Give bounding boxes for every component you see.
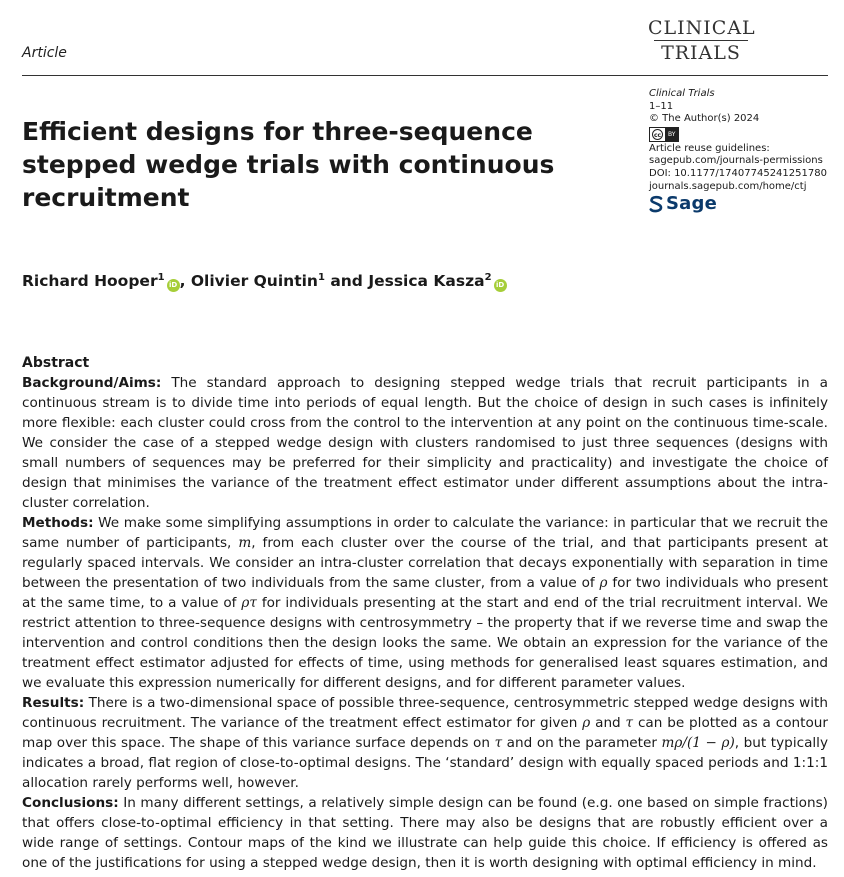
background-label: Background/Aims: [22,375,162,391]
abstract-conclusions [22,793,828,873]
journal-logo [648,17,754,64]
meta-pages: 1–11 [649,100,674,112]
cc-by-label: BY [665,128,678,141]
meta-doi[interactable]: DOI: 10.1177/17407745241251780 [649,167,827,179]
author-2-name: Olivier Quintin [190,272,318,290]
conclusions-text: In many different settings, a relatively simple design can be found (e.g. one based on simple fractions) that offers close-to-optimal efficiency in that setting. There may also be designs that are robustly efficient over a wide range of settings. Contour maps of the kind we illustrate can help guide this choice. If efficiency is offered as one of the justifications for using a stepped wedge design, then it is worth designing with optimal efficiency in mind. [22,795,828,871]
meta-reuse-link[interactable]: sagepub.com/journals-permissions [649,155,823,167]
author-1-affil: 1 [157,272,165,283]
methods-text-1: We make some simplifying assumptions in order to calculate the variance: in particular that we recruit the same number of participants, [22,515,828,551]
methods-text-2: , from each cluster over the course of the trial, and that participants present at regularly spaced intervals. We consider an intra-cluster correlation that decays exponentially with separation in time between the presentation of two individuals from the same cluster, from a value of [22,535,828,591]
results-text-1: There is a two-dimensional space of possible three-sequence, centrosymmetric stepped wedge designs with continuous recruitment. The variance of the treatment effect estimator for given [22,695,828,731]
journal-logo-line1: CLINICAL [648,17,756,39]
meta-journal-link[interactable]: journals.sagepub.com/home/ctj [649,180,807,192]
publisher-name: Sage [666,192,718,214]
meta-journal-name: Clinical Trials [649,88,715,99]
abstract-section [22,353,828,873]
author-2-affil: 1 [317,272,325,283]
article-title: Efficient designs for three-sequence stepped wedge trials with continuous recruitment [22,117,555,212]
cc-by-license-icon[interactable] [649,127,679,142]
math-rho: ρ [582,715,591,731]
methods-text-4: for individuals presenting at the start and end of the trial recruitment interval. We restrict attention to three-sequence designs with centrosymmetry – the property that if we reverse time and swap the intervention and control conditions then the design looks the same. We obtain an expression for the variance of the treatment effect estimator adjusted for effects of time, using methods for generalised least squares estimation, and we evaluate this expression numerically for different designs, and for different parameter values. [22,595,829,691]
math-rho-tau: ρτ [241,595,257,611]
author-3-affil: 2 [484,272,492,283]
author-separator: and [324,272,369,290]
conclusions-label: Conclusions: [22,795,119,811]
results-text-4: , but typically indicates a broad, flat region of close-to-optimal designs. The ‘standard’ design with equally spaced periods and 1:1:1 allocation rarely performs well, however. [22,735,828,791]
meta-reuse-label: Article reuse guidelines: [649,142,770,154]
article-type-label: Article [22,45,67,61]
publisher-logo [649,192,839,214]
results-text-2: can be plotted as a contour map over this space. The shape of this variance surface depends on [22,715,828,751]
background-text: The standard approach to designing stepped wedge trials that recruit participants in a continuous stream is to divide time into periods of equal length. But the choice of design in such cases is infinitely more flexible: each cluster could cross from the control to the intervention at any point on the continuous time-scale. We consider the case of a stepped wedge design with clusters randomised to just three sequences (designs with small numbers of sequences may be preferred for their simplicity and practicality) and investigate the choice of design that minimises the variance of the treatment effect estimator under different assumptions about the intra-cluster correlation. [22,375,829,511]
math-m: m [238,535,252,551]
abstract-results [22,693,828,793]
results-text-3: and on the parameter [506,735,657,751]
math-rho: ρ [599,575,608,591]
sage-s-icon [649,195,663,213]
math-parameter: mρ/(1 − ρ) [661,735,735,751]
methods-label: Methods: [22,515,94,531]
results-label: Results: [22,695,85,711]
journal-logo-rule [654,40,748,41]
math-tau: τ [625,715,634,731]
author-list [22,272,642,292]
methods-text-3: for two individuals who present at the same time, to a value of [22,575,828,611]
abstract-methods [22,513,828,693]
orcid-icon[interactable]: iD [167,279,180,292]
journal-logo-line2: TRIALS [661,42,741,64]
article-meta [649,88,839,213]
meta-copyright: © The Author(s) 2024 [649,113,760,125]
author-separator: , [179,272,191,290]
abstract-heading: Abstract [22,355,90,371]
header-divider [22,75,828,76]
math-tau: τ [494,735,503,751]
orcid-icon[interactable]: iD [494,279,507,292]
author-1-name: Richard Hooper [22,272,158,290]
author-3-name: Jessica Kasza [368,272,485,290]
cc-icon: cc [652,129,663,140]
abstract-background [22,373,828,513]
results-and: and [595,715,621,731]
